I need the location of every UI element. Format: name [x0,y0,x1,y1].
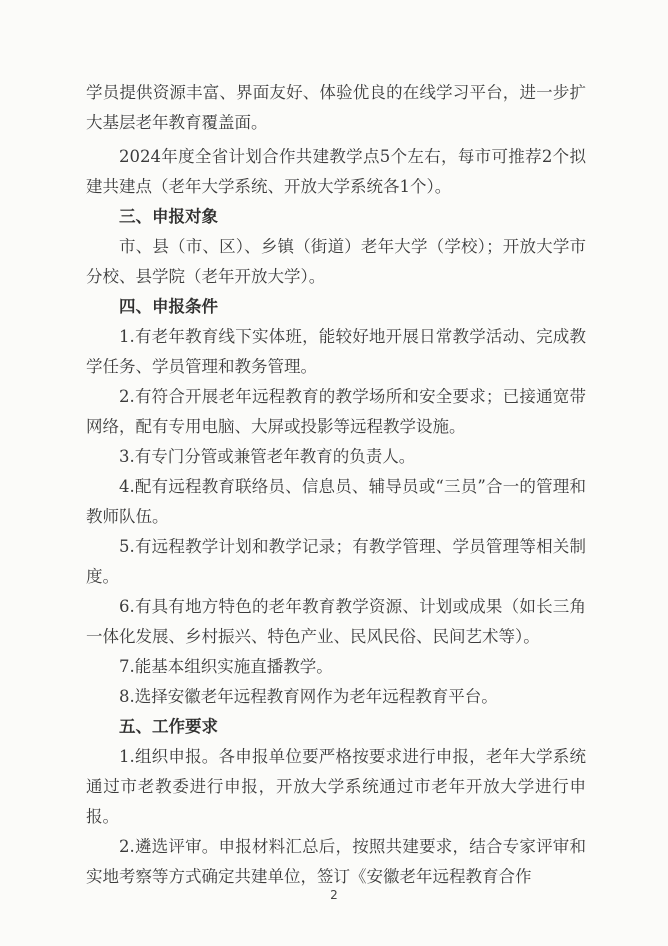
paragraph-continued: 学员提供资源丰富、界面友好、体验优良的在线学习平台，进一步扩大基层老年教育覆盖面。 [86,83,586,132]
heading-section-5: 五、工作要求 [119,717,218,736]
requirement-item-2: 2.遴选评审。申报材料汇总后，按照共建要求，结合专家评审和实地考察等方式确定共建单位，签订《安徽老年远程教育合作 [86,837,586,886]
condition-item-6: 6.有具有地方特色的老年教育教学资源、计划或成果（如长三角一体化发展、乡村振兴、特色产业、民风民俗、民间艺术等）。 [86,597,586,646]
paragraph-applicants: 市、县（市、区）、乡镇（街道）老年大学（学校）；开放大学市分校、县学院（老年开放大学）。 [86,237,586,286]
condition-item-1: 1.有老年教育线下实体班，能较好地开展日常教学活动、完成教学任务、学员管理和教务管理。 [86,327,586,376]
condition-item-3: 3.有专门分管或兼管老年教育的负责人。 [119,447,416,466]
condition-item-4: 4.配有远程教育联络员、信息员、辅导员或“三员”合一的管理和教师队伍。 [86,477,586,526]
document-body [86,78,586,892]
condition-item-2: 2.有符合开展老年远程教育的教学场所和安全要求；已接通宽带网络，配有专用电脑、大屏或投影等远程教学设施。 [86,387,586,436]
heading-section-3: 三、申报对象 [119,207,218,226]
condition-item-7: 7.能基本组织实施直播教学。 [119,657,333,676]
condition-item-5: 5.有远程教学计划和教学记录；有教学管理、学员管理等相关制度。 [86,537,586,586]
requirement-item-1: 1.组织申报。各申报单位要严格按要求进行申报，老年大学系统通过市老教委进行申报，开放大学系统通过市老年开放大学进行申报。 [86,747,586,826]
page-number: 2 [330,888,338,902]
paragraph-plan-2024: 2024年度全省计划合作共建教学点5个左右，每市可推荐2个拟建共建点（老年大学系统、开放大学系统各1个）。 [86,147,586,196]
condition-item-8: 8.选择安徽老年远程教育网作为老年远程教育平台。 [119,687,498,706]
heading-section-4: 四、申报条件 [119,297,218,316]
